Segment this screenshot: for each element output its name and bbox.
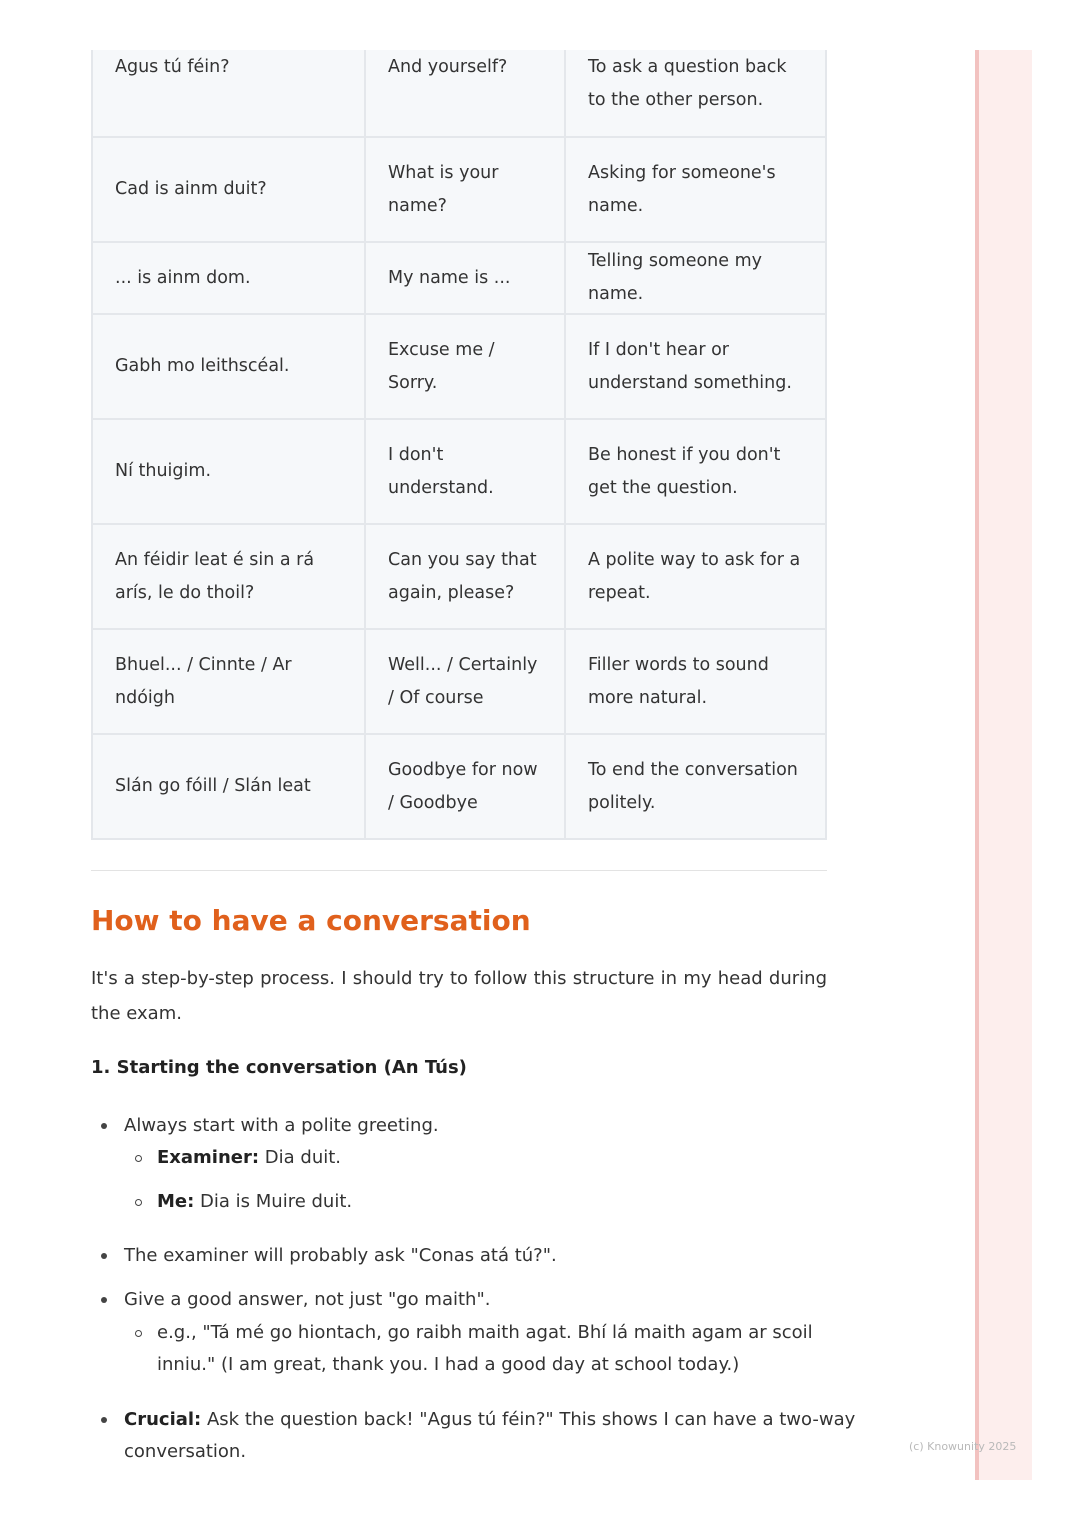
phrase-table — [91, 50, 827, 840]
step-heading: 1. Starting the conversation (An Tús) — [91, 1057, 467, 1078]
english-cell: I don't understand. — [365, 419, 565, 524]
usage-cell: To end the conversation politely. — [565, 734, 826, 839]
list-item: Give a good answer, not just "go maith". — [124, 1289, 491, 1310]
table-row — [92, 524, 826, 629]
list-item: Always start with a polite greeting. — [124, 1115, 439, 1136]
bullet-icon — [101, 1253, 107, 1259]
usage-cell: Filler words to sound more natural. — [565, 629, 826, 734]
english-cell: My name is ... — [365, 242, 565, 314]
bullet-icon — [101, 1123, 107, 1129]
table-row — [92, 137, 826, 242]
speaker-line: Dia duit. — [259, 1147, 342, 1168]
sub-list-item: e.g., "Tá mé go hiontach, go raibh maith agat. Bhí lá maith agam ar scoil — [157, 1322, 813, 1343]
usage-cell: Be honest if you don't get the question. — [565, 419, 826, 524]
emphasis-label: Crucial: — [124, 1409, 202, 1430]
page-margin-bar — [975, 50, 1032, 1480]
section-divider — [91, 870, 827, 871]
table-row — [92, 50, 826, 137]
speaker-line: Dia is Muire duit. — [194, 1191, 353, 1212]
table-row — [92, 242, 826, 314]
table-row — [92, 314, 826, 419]
irish-cell: Gabh mo leithscéal. — [92, 314, 365, 419]
irish-cell: Bhuel... / Cinnte / Ar ndóigh — [92, 629, 365, 734]
list-item — [124, 1404, 855, 1436]
table-row — [92, 734, 826, 839]
sub-list-item — [157, 1186, 352, 1218]
list-item-continued: conversation. — [124, 1441, 247, 1462]
list-item-text: Ask the question back! "Agus tú féin?" This shows I can have a two-way — [201, 1409, 856, 1430]
watermark: (c) Knowunity 2025 — [909, 1440, 1017, 1453]
usage-cell: Telling someone my name. — [565, 242, 826, 314]
sub-bullet-icon — [135, 1155, 142, 1162]
sub-bullet-icon — [135, 1199, 142, 1206]
page-margin-line — [975, 50, 979, 1480]
irish-cell: An féidir leat é sin a rá arís, le do thoil? — [92, 524, 365, 629]
sub-list-item — [157, 1142, 341, 1174]
section-heading: How to have a conversation — [91, 904, 531, 937]
irish-cell: Agus tú féin? — [92, 50, 365, 137]
irish-cell: ... is ainm dom. — [92, 242, 365, 314]
english-cell: Can you say that again, please? — [365, 524, 565, 629]
table-row — [92, 629, 826, 734]
table-row — [92, 419, 826, 524]
sub-list-item-continued: inniu." (I am great, thank you. I had a good day at school today.) — [157, 1354, 740, 1375]
irish-cell: Slán go fóill / Slán leat — [92, 734, 365, 839]
sub-bullet-icon — [135, 1330, 142, 1337]
english-cell: Well... / Certainly / Of course — [365, 629, 565, 734]
english-cell: Goodbye for now / Goodbye — [365, 734, 565, 839]
list-item: The examiner will probably ask "Conas atá tú?". — [124, 1245, 557, 1266]
english-cell: Excuse me / Sorry. — [365, 314, 565, 419]
english-cell: And yourself? — [365, 50, 565, 137]
usage-cell: If I don't hear or understand something. — [565, 314, 826, 419]
intro-paragraph: It's a step-by-step process. I should try to follow this structure in my head during the exam. — [91, 968, 827, 1024]
english-cell: What is your name? — [365, 137, 565, 242]
usage-cell: A polite way to ask for a repeat. — [565, 524, 826, 629]
usage-cell: To ask a question back to the other person. — [565, 50, 826, 137]
usage-cell: Asking for someone's name. — [565, 137, 826, 242]
bullet-icon — [101, 1417, 107, 1423]
speaker-label: Examiner: — [157, 1147, 260, 1168]
irish-cell: Cad is ainm duit? — [92, 137, 365, 242]
bullet-icon — [101, 1297, 107, 1303]
irish-cell: Ní thuigim. — [92, 419, 365, 524]
speaker-label: Me: — [157, 1191, 195, 1212]
